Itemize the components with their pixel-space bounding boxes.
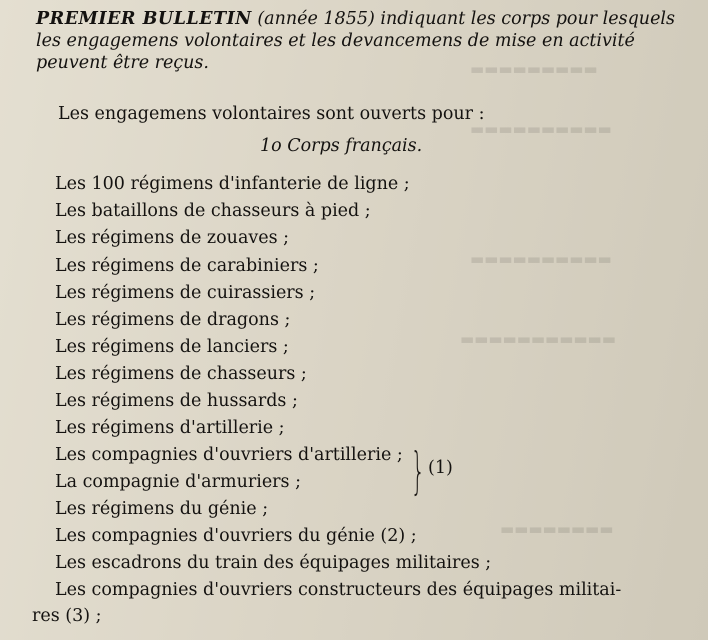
corps-item: Les régimens de carabiniers ; [55, 256, 319, 276]
corps-item: Les régimens de lanciers ; [55, 337, 289, 357]
corps-item: Les compagnies d'ouvriers du génie (2) ; [55, 526, 417, 546]
corps-item: Les bataillons de chasseurs à pied ; [55, 201, 371, 221]
bleed-through-texture: ▬▬▬▬▬▬▬▬▬▬ [470, 250, 612, 268]
bulletin-heading-lead: PREMIER BULLETIN [36, 9, 252, 29]
corps-item: res (3) ; [32, 606, 102, 626]
corps-item: Les régimens d'artillerie ; [55, 418, 285, 438]
corps-item: Les régimens de cuirassiers ; [55, 283, 316, 303]
corps-item: Les régimens de zouaves ; [55, 228, 290, 248]
corps-item: Les 100 régimens d'infanterie de ligne ; [55, 174, 410, 194]
curly-brace: } [410, 442, 426, 500]
corps-item: Les compagnies d'ouvriers constructeurs des équipages militai- [55, 580, 622, 600]
corps-item: Les compagnies d'ouvriers d'artillerie ; [55, 445, 403, 465]
bleed-through-texture: ▬▬▬▬▬▬▬▬ [500, 520, 614, 538]
corps-item: Les escadrons du train des équipages militaires ; [55, 553, 492, 573]
bleed-through-texture: ▬▬▬▬▬▬▬▬▬▬ [470, 120, 612, 138]
footnote-reference: (1) [428, 458, 453, 478]
intro-sentence: Les engagemens volontaires sont ouverts pour : [58, 104, 485, 124]
bleed-through-texture: ▬▬▬▬▬▬▬▬▬▬▬ [460, 330, 616, 348]
corps-item: Les régimens du génie ; [55, 499, 269, 519]
corps-item: Les régimens de hussards ; [55, 391, 298, 411]
bleed-through-texture: ▬▬▬▬▬▬▬▬▬ [470, 60, 598, 78]
corps-item: Les régimens de dragons ; [55, 310, 291, 330]
corps-item: La compagnie d'armuriers ; [55, 472, 301, 492]
bulletin-heading-text: (année 1855) indiquant les corps pour lesquels les engagemens volontaires et les devancemens de mise en activité peuvent être reçus. [36, 9, 676, 73]
bulletin-heading [36, 8, 686, 74]
section-title: 1o Corps français. [260, 136, 423, 156]
corps-item: Les régimens de chasseurs ; [55, 364, 307, 384]
